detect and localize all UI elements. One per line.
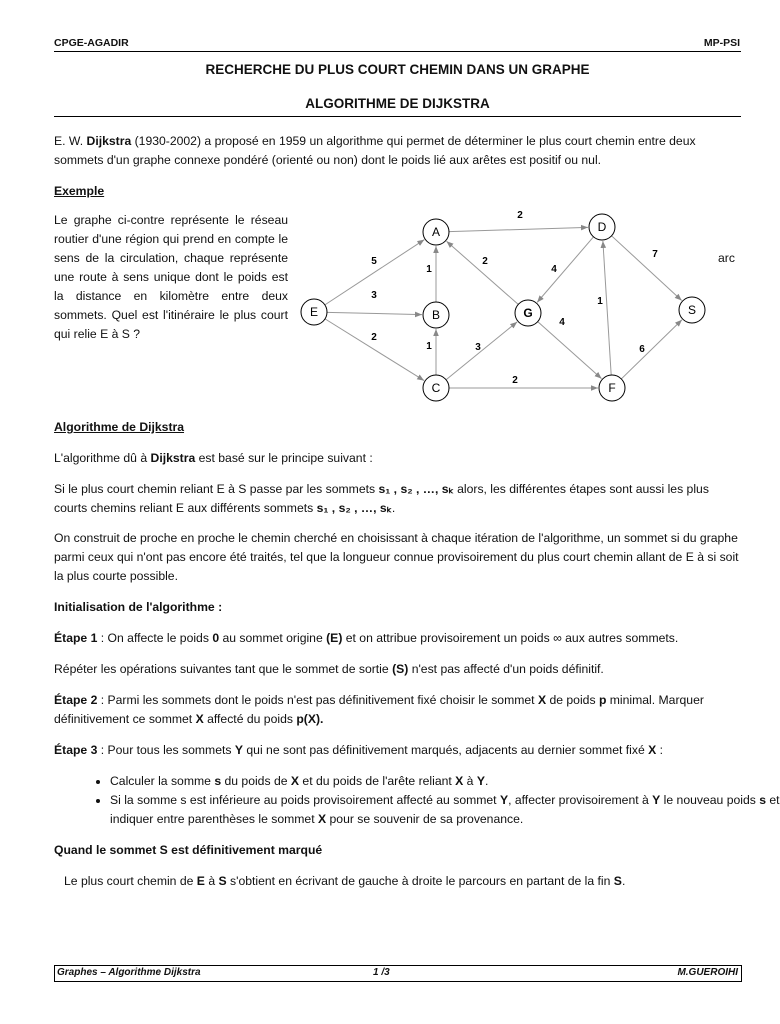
edge-G-F <box>538 322 602 379</box>
footer <box>54 965 742 982</box>
edge-weight-C-G: 3 <box>475 342 481 353</box>
edge-weight-D-S: 7 <box>652 249 658 260</box>
step2: Étape 2 : Parmi les sommets dont le poids n'est pas définitivement fixé choisir le sommet X de poids p minimal. Marquer définitivement ce sommet X affecté du poids p(X). <box>54 693 704 726</box>
node-label-S: S <box>687 303 697 317</box>
edge-weight-F-S: 6 <box>639 344 645 355</box>
example-heading: Exemple <box>54 184 105 198</box>
node-label-D: D <box>597 220 607 234</box>
edge-weight-C-B: 1 <box>426 341 432 352</box>
end-heading: Quand le sommet S est définitivement marqué <box>54 843 323 857</box>
algo-p1: L'algorithme dû à Dijkstra est basé sur le principe suivant : <box>54 451 373 465</box>
list-item: • Si la somme s est inférieure au poids provisoirement affecté au sommet Y, affecter provisoirement à Y le nouveau poids s et indiquer entre parenthèses le sommet X pour se souvenir de sa provenance. <box>110 791 780 829</box>
graph-diagram <box>290 205 730 415</box>
example-text: Le graphe ci-contre représente le réseau routier d'une région qui prend en compte le sens de la circulation, chaque représente une route à sens unique dont le poids est la distance en kilomètre entre deux sommets. Quel est l'itinéraire le plus court qui relie E à S ? <box>54 213 288 341</box>
intro-paragraph: E. W. Dijkstra (1930-2002) a proposé en 1959 un algorithme qui permet de déterminer le plus court chemin entre deux sommets d'un graphe connexe pondéré (orienté ou non) dont le poids lié aux arêtes est positif ou nul. <box>54 134 696 167</box>
node-label-B: B <box>431 308 441 322</box>
step1: Étape 1 : On affecte le poids 0 au sommet origine (E) et on attribue provisoirement un poids ∞ aux autres sommets. <box>54 631 679 645</box>
repeat-line: Répéter les opérations suivantes tant que le sommet de sortie (S) n'est pas affecté d'un poids définitif. <box>54 662 604 676</box>
edge-weight-G-F: 4 <box>559 317 565 328</box>
algo-heading: Algorithme de Dijkstra <box>54 420 185 434</box>
edge-D-S <box>612 236 682 301</box>
edge-F-S <box>621 320 682 379</box>
arc-label: arc <box>718 251 735 265</box>
page-title: RECHERCHE DU PLUS COURT CHEMIN DANS UN GRAPHE <box>205 62 590 77</box>
step3-list <box>70 772 780 829</box>
edge-weight-G-A: 2 <box>482 256 488 267</box>
edge-A-D <box>449 227 588 231</box>
list-item: • Calculer la somme s du poids de X et du poids de l'arête reliant X à Y. <box>110 772 780 791</box>
node-label-F: F <box>608 381 616 395</box>
footer-right: M.GUEROIHI <box>677 967 738 978</box>
node-label-A: A <box>431 225 441 239</box>
header-rule <box>54 51 741 52</box>
algo-p2: Si le plus court chemin reliant E à S passe par les sommets s₁ , s₂ , …, sₖ alors, les différentes étapes sont aussi les plus courts chemins reliant E aux différents sommets s₁ , s₂ , …, sₖ. <box>54 482 709 515</box>
step3: Étape 3 : Pour tous les sommets Y qui ne sont pas définitivement marqués, adjacents au dernier sommet fixé X : <box>54 743 664 757</box>
edge-C-G <box>446 322 517 380</box>
edge-weight-E-C: 2 <box>371 332 377 343</box>
footer-page: 1 /3 <box>373 967 390 978</box>
page-subtitle: ALGORITHME DE DIJKSTRA <box>305 96 490 111</box>
header-right: MP-PSI <box>703 37 740 49</box>
edge-weight-E-B: 3 <box>371 290 377 301</box>
edge-weight-A-D: 2 <box>517 210 523 221</box>
footer-left: Graphes – Algorithme Dijkstra <box>57 967 201 978</box>
edge-G-A <box>447 241 519 304</box>
edge-weight-B-A: 1 <box>426 264 432 275</box>
algo-p3: On construit de proche en proche le chemin cherché en choisissant à chaque itération de l'algorithme, un sommet si du graphe parmi ceux qui n'ont pas encore été traités, tel que la longueur connue provisoirement du plus court chemin allant de E à si soit la plus courte possible. <box>54 531 739 583</box>
node-label-E: E <box>309 305 319 319</box>
init-heading: Initialisation de l'algorithme : <box>54 600 223 614</box>
header-left: CPGE-AGADIR <box>54 37 129 49</box>
node-label-C: C <box>431 381 441 395</box>
end-paragraph: Le plus court chemin de E à S s'obtient en écrivant de gauche à droite le parcours en partant de la fin S. <box>64 874 626 888</box>
edge-weight-E-A: 5 <box>371 256 377 267</box>
edge-weight-C-F: 2 <box>512 375 518 386</box>
node-label-G: G <box>523 306 533 320</box>
title-rule <box>54 116 741 117</box>
edge-F-D <box>603 241 611 375</box>
edge-weight-F-D: 1 <box>597 296 603 307</box>
edge-E-C <box>325 319 424 381</box>
edge-D-G <box>537 237 593 303</box>
edge-E-B <box>327 312 422 314</box>
edge-weight-D-G: 4 <box>551 264 557 275</box>
